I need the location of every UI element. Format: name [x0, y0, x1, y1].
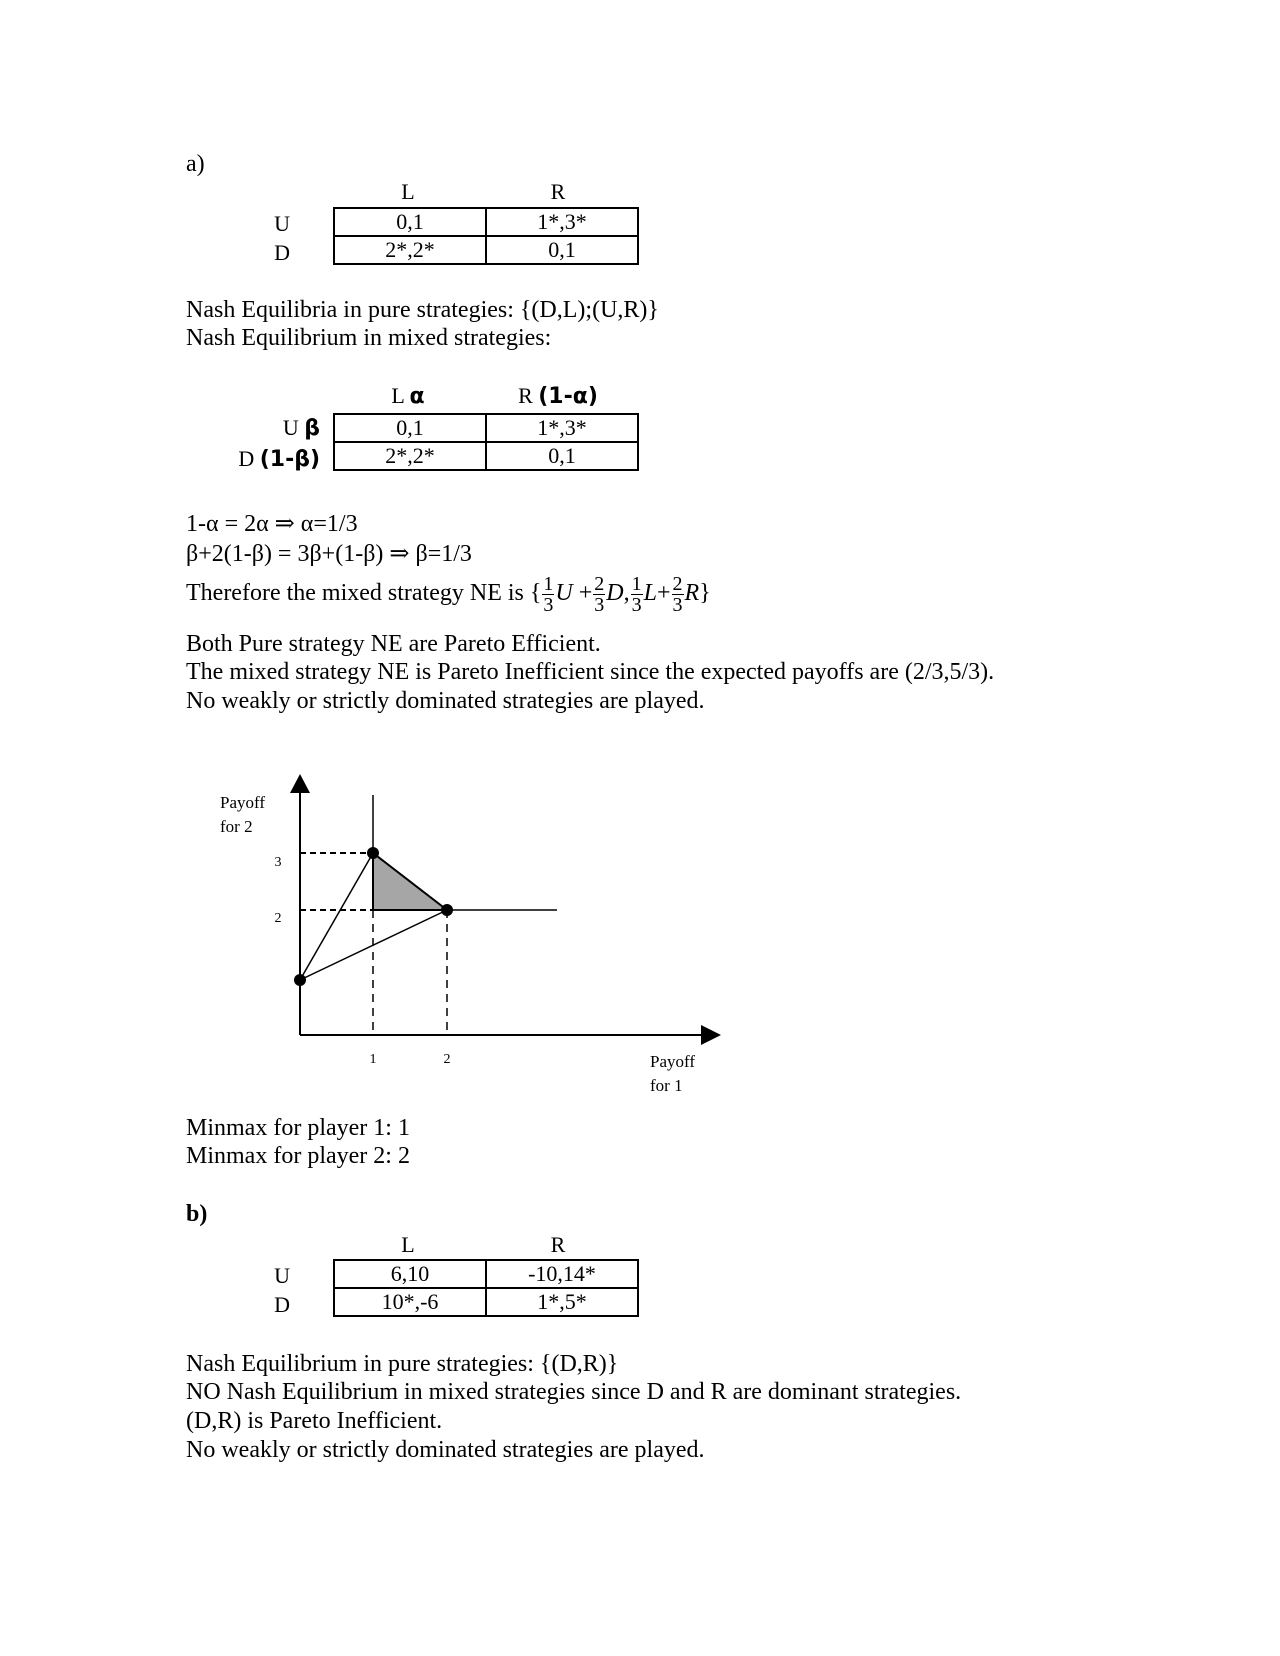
game3-row-label-u: U	[274, 1263, 290, 1288]
game2-cell-dr: 0,1	[486, 442, 638, 470]
point-2-2	[441, 904, 453, 916]
payoff-matrix-game3	[333, 1259, 639, 1317]
y-axis-label-line2: for 2	[220, 817, 253, 836]
game2-cell-ur: 1*,3*	[486, 414, 638, 442]
payoff-matrix-game1	[333, 207, 639, 265]
game2-row-label-d: D (1-β)	[238, 446, 320, 472]
dominated-text: No weakly or strictly dominated strategies are played.	[186, 688, 705, 714]
game1-col-label-l: L	[401, 179, 415, 204]
game1-cell-dl: 2*,2*	[334, 236, 486, 264]
part-a-label: a)	[186, 151, 205, 177]
game3-cell-dl: 10*,-6	[334, 1288, 486, 1316]
fraction: $\frac{2}{3}$	[672, 573, 683, 616]
mixed-ne-heading: Nash Equilibrium in mixed strategies:	[186, 325, 552, 351]
game3-col-label-r: R	[550, 1232, 566, 1257]
x-axis-label-line1: Payoff	[650, 1052, 696, 1071]
shaded-region	[373, 853, 447, 910]
game2-col-label-r: R (1-α)	[518, 383, 598, 409]
x-axis-label-line2: for 1	[650, 1076, 683, 1095]
game3-cell-dr: 1*,5*	[486, 1288, 638, 1316]
game2-cell-ul: 0,1	[334, 414, 486, 442]
pure-ne-text: Nash Equilibria in pure strategies: {(D,L);(U,R)}	[186, 297, 659, 323]
part-b-pareto: (D,R) is Pareto Inefficient.	[186, 1408, 443, 1434]
fraction: $\frac{2}{3}$	[594, 573, 605, 616]
game1-cell-ul: 0,1	[334, 208, 486, 236]
y-axis-arrow	[290, 774, 310, 793]
pareto-inefficient-text: The mixed strategy NE is Pareto Inefficient since the expected payoffs are (2/3,5/3).	[186, 659, 995, 685]
game3-row-label-d: D	[274, 1292, 290, 1317]
payoff-graph	[200, 765, 740, 1095]
alpha-equation: 1-α = 2α ⇒ α=1/3	[186, 511, 358, 537]
x-tick-2: 2	[443, 1052, 451, 1067]
game3-col-label-l: L	[401, 1232, 415, 1257]
y-tick-2: 2	[274, 911, 282, 926]
game3-cell-ur: -10,14*	[486, 1260, 638, 1288]
game2-col-label-l: L α	[391, 383, 425, 409]
game2-row-label-u: U β	[282, 415, 320, 441]
y-tick-3: 3	[274, 855, 282, 870]
part-b-label: b)	[186, 1201, 208, 1227]
game1-row-label-u: U	[274, 211, 290, 236]
mixed-ne-result: Therefore the mixed strategy NE is { $\frac{1}{3}$ U + $\frac{2}{3}$ D, $\frac{1}{3}$ L+ $\frac{2}{3}$ R}	[186, 573, 711, 616]
fraction: $\frac{1}{3}$	[631, 573, 642, 616]
game2-cell-dl: 2*,2*	[334, 442, 486, 470]
part-b-pure-ne: Nash Equilibrium in pure strategies: {(D,R)}	[186, 1351, 619, 1377]
game1-col-label-r: R	[550, 179, 566, 204]
game1-cell-ur: 1*,3*	[486, 208, 638, 236]
payoff-matrix-game2	[333, 413, 639, 471]
point-1-3	[367, 847, 379, 859]
edge-line	[300, 853, 373, 980]
point-0-1	[294, 974, 306, 986]
y-axis-label-line1: Payoff	[220, 793, 266, 812]
pareto-efficient-text: Both Pure strategy NE are Pareto Efficient.	[186, 631, 601, 657]
minmax-player1: Minmax for player 1: 1	[186, 1115, 410, 1141]
part-b-dominated: No weakly or strictly dominated strategies are played.	[186, 1437, 705, 1463]
part-b-mixed-ne: NO Nash Equilibrium in mixed strategies since D and R are dominant strategies.	[186, 1379, 962, 1405]
game1-row-label-d: D	[274, 240, 290, 265]
minmax-player2: Minmax for player 2: 2	[186, 1143, 410, 1169]
game1-cell-dr: 0,1	[486, 236, 638, 264]
fraction: $\frac{1}{3}$	[543, 573, 554, 616]
x-axis-arrow	[701, 1025, 721, 1045]
x-tick-1: 1	[369, 1052, 377, 1067]
game3-cell-ul: 6,10	[334, 1260, 486, 1288]
beta-equation: β+2(1-β) = 3β+(1-β) ⇒ β=1/3	[186, 541, 472, 567]
